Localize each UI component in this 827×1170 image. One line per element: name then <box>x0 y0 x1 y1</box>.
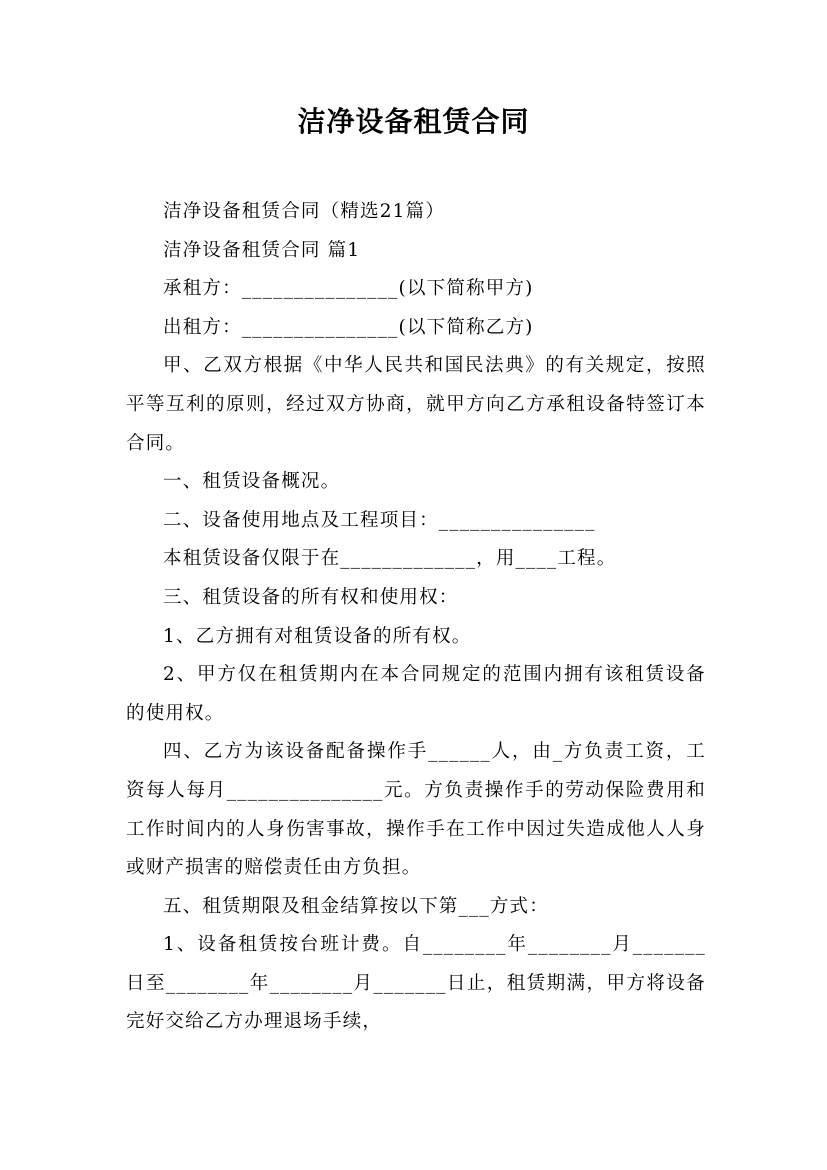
paragraph-section-1: 一、租赁设备概况。 <box>163 471 341 493</box>
paragraph-clause-5-1: 1、设备租赁按台班计费。自________年________月_______日至________年________月_______日止，租赁期满，甲方将设备完好交给乙方办理退场手续， <box>126 934 706 1033</box>
paragraph-lessee: 承租方：_______________(以下简称甲方) <box>163 278 534 300</box>
document-body <box>126 193 706 1042</box>
paragraph-lessor: 出租方：_______________(以下简称乙方) <box>163 316 534 338</box>
paragraph-clause-3-1: 1、乙方拥有对租赁设备的所有权。 <box>163 625 472 647</box>
document-title: 洁净设备租赁合同 <box>297 105 530 138</box>
paragraph-preamble: 甲、乙双方根据《中华人民共和国民法典》的有关规定，按照平等互利的原则，经过双方协商，就甲方向乙方承租设备特签订本合同。 <box>126 355 706 454</box>
paragraph-article-heading: 洁净设备租赁合同 篇1 <box>163 239 361 261</box>
paragraph-collection-heading: 洁净设备租赁合同（精选21篇） <box>163 201 446 222</box>
paragraph-section-5: 五、租赁期限及租金结算按以下第___方式： <box>163 895 549 917</box>
paragraph-section-2: 二、设备使用地点及工程项目：_______________ <box>163 509 596 531</box>
paragraph-usage-location: 本租赁设备仅限于在_____________，用____工程。 <box>163 548 617 570</box>
paragraph-clause-3-2: 2、甲方仅在租赁期内在本合同规定的范围内拥有该租赁设备的使用权。 <box>126 664 706 724</box>
paragraph-section-3: 三、租赁设备的所有权和使用权： <box>163 586 459 608</box>
paragraph-section-4: 四、乙方为该设备配备操作手______人，由_方负责工资，工资每人每月_______________元。方负责操作手的劳动保险费用和工作时间内的人身伤害事故，操作手在工作中因过失造成他人人身或财产损害的赔偿责任由方负担。 <box>126 741 706 879</box>
